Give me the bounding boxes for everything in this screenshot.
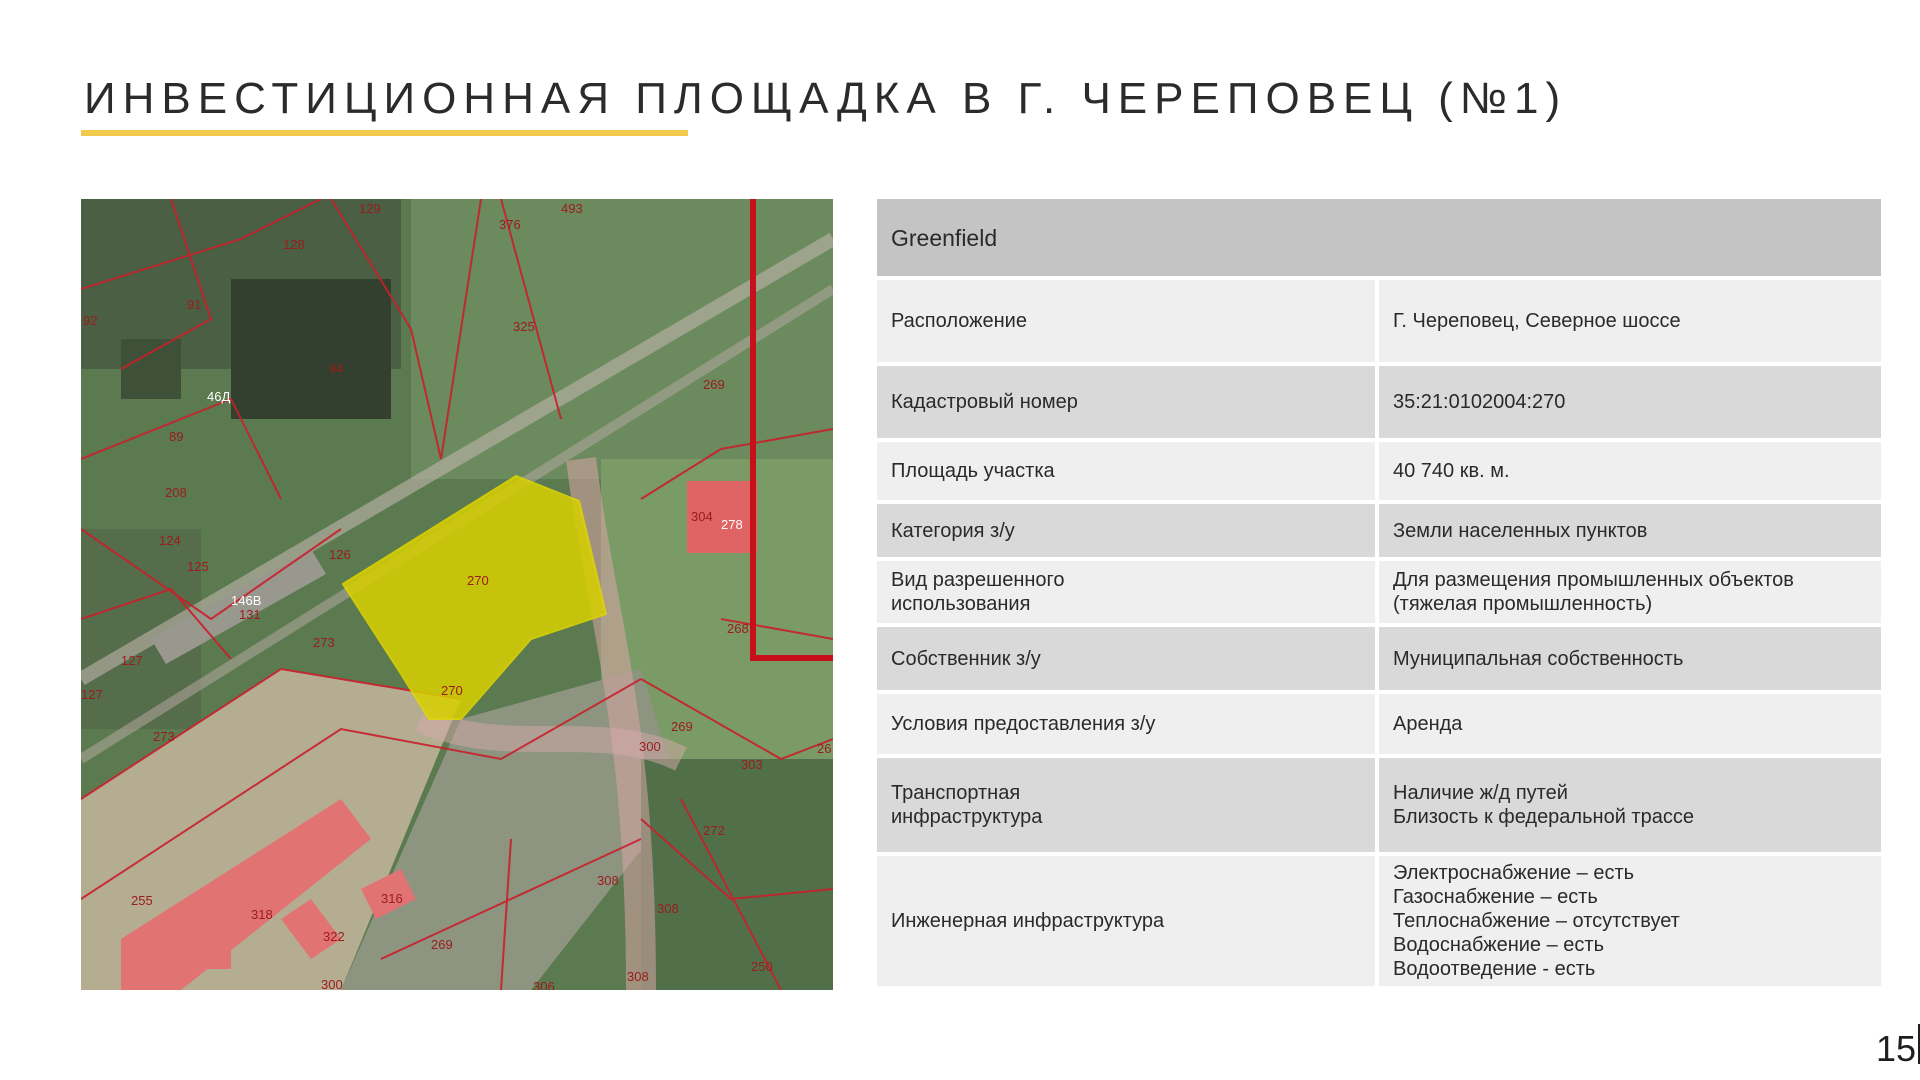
map-label: 126 [329, 547, 351, 562]
map-label: 308 [657, 901, 679, 916]
map-label: 273 [153, 729, 175, 744]
row-value: Аренда [1379, 694, 1881, 758]
row-value: Муниципальная собственность [1379, 627, 1881, 694]
map-label: 316 [381, 891, 403, 906]
table-row [877, 442, 1881, 504]
map-label: 255 [131, 893, 153, 908]
cadastral-map-image [81, 199, 833, 990]
row-value: Наличие ж/д путей Близость к федеральной трассе [1379, 758, 1881, 856]
map-label: 250 [751, 959, 773, 974]
table-row [877, 758, 1881, 856]
map-label: 208 [165, 485, 187, 500]
table-row [877, 561, 1881, 627]
map-label: 308 [597, 873, 619, 888]
row-value: 35:21:0102004:270 [1379, 366, 1881, 442]
map-label: 89 [169, 429, 184, 444]
map-label: 26 [817, 741, 832, 756]
map-label: 278 [721, 517, 743, 532]
map-label: 269 [431, 937, 453, 952]
row-key: Инженерная инфраструктура [877, 856, 1379, 990]
map-label: 268 [727, 621, 749, 636]
map-label: 131 [239, 607, 261, 622]
map-label: 128 [283, 237, 305, 252]
row-value: Г. Череповец, Северное шоссе [1379, 280, 1881, 366]
table-row [877, 280, 1881, 366]
row-key: Транспортная инфраструктура [877, 758, 1379, 856]
row-key: Площадь участка [877, 442, 1379, 504]
site-info-table [877, 199, 1881, 990]
map-label: 322 [323, 929, 345, 944]
row-key: Кадастровый номер [877, 366, 1379, 442]
map-label: 300 [321, 977, 343, 990]
map-label: 127 [121, 653, 143, 668]
map-label: 270 [441, 683, 463, 698]
table-row [877, 504, 1881, 561]
map-label: 303 [741, 757, 763, 772]
map-label: 493 [561, 201, 583, 216]
table-row [877, 627, 1881, 694]
map-label: 94 [329, 361, 344, 376]
map-label: 300 [639, 739, 661, 754]
row-key: Условия предоставления з/у [877, 694, 1379, 758]
map-label: 306 [533, 979, 555, 990]
map-label: 304 [691, 509, 713, 524]
map-label: 272 [703, 823, 725, 838]
row-key: Категория з/у [877, 504, 1379, 561]
map-label: 129 [359, 201, 381, 216]
map-label: 273 [313, 635, 335, 650]
table-header-row [877, 199, 1881, 280]
map-label: 269 [703, 377, 725, 392]
row-value: Земли населенных пунктов [1379, 504, 1881, 561]
row-key: Вид разрешенного использования [877, 561, 1379, 627]
row-value: Для размещения промышленных объектов (тяжелая промышленность) [1379, 561, 1881, 627]
table-row [877, 694, 1881, 758]
map-label: 125 [187, 559, 209, 574]
row-key: Расположение [877, 280, 1379, 366]
slide-title: ИНВЕСТИЦИОННАЯ ПЛОЩАДКА В Г. ЧЕРЕПОВЕЦ (№1) [84, 74, 1568, 123]
map-label: 124 [159, 533, 181, 548]
title-underline [81, 130, 688, 136]
table-row [877, 366, 1881, 442]
map-label: 318 [251, 907, 273, 922]
row-value: Электроснабжение – есть Газоснабжение – есть Теплоснабжение – отсутствует Водоснабжение – есть Водоотведение - есть [1379, 856, 1881, 990]
table-row [877, 856, 1881, 990]
map-label: 325 [513, 319, 535, 334]
row-key: Собственник з/у [877, 627, 1379, 694]
cadastral-map [81, 199, 833, 990]
page-number: 15 [1875, 1028, 1916, 1069]
map-label: 92 [83, 313, 98, 328]
map-label: 146В [231, 593, 262, 608]
map-label: 376 [499, 217, 521, 232]
map-label: 308 [627, 969, 649, 984]
map-label: 127 [81, 687, 103, 702]
map-label: 270 [467, 573, 489, 588]
map-label: 91 [187, 297, 202, 312]
map-label: 269 [671, 719, 693, 734]
map-label: 46Д [207, 389, 231, 404]
table-header: Greenfield [877, 199, 1881, 280]
row-value: 40 740 кв. м. [1379, 442, 1881, 504]
